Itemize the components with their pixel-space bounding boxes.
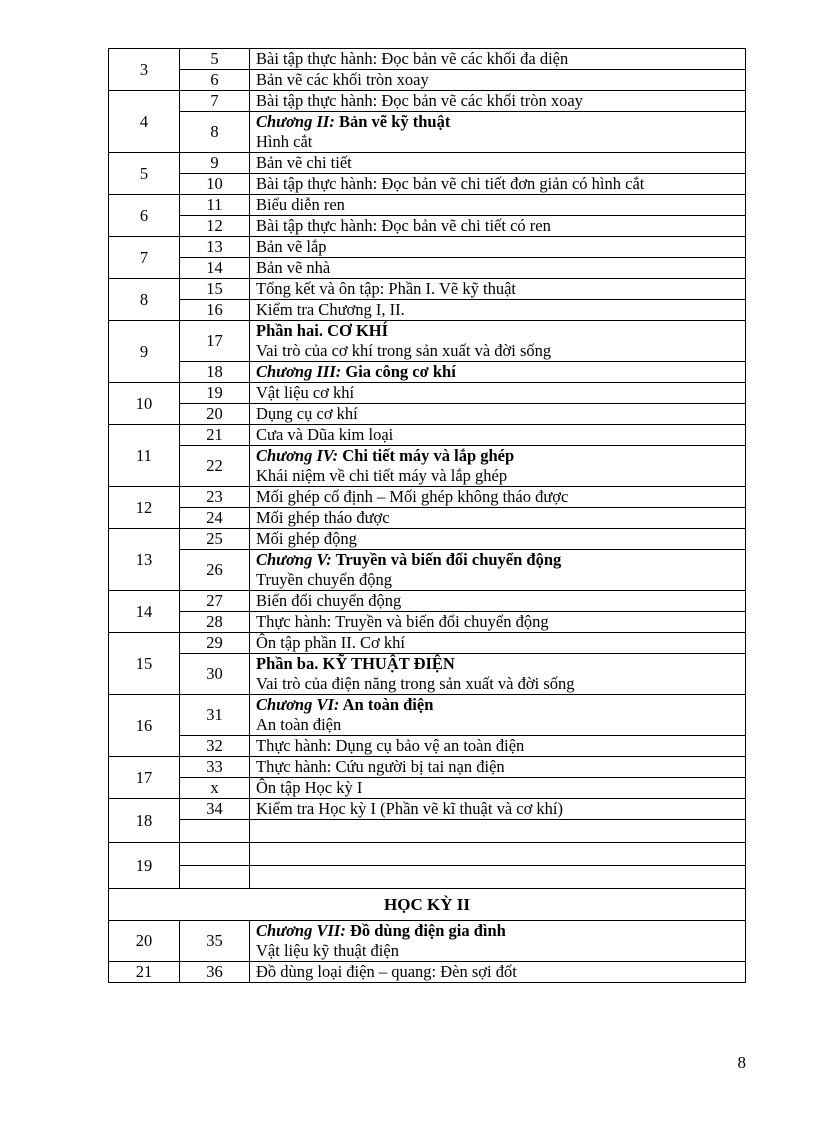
week-number: 6 (109, 195, 180, 237)
table-row (109, 921, 746, 962)
lesson-title: Khái niệm về chi tiết máy và lắp ghép (256, 466, 508, 485)
table-row (109, 612, 746, 633)
lesson-title-line (256, 654, 739, 674)
lesson-title-line (256, 674, 739, 694)
lesson-title: Hình cắt (256, 132, 313, 151)
lesson-number: 34 (180, 799, 250, 820)
lesson-title-line (256, 695, 739, 715)
table-row (109, 112, 746, 153)
section-title: Gia công cơ khí (341, 362, 456, 381)
lesson-title-line (256, 570, 739, 590)
lesson-content (250, 508, 746, 529)
lesson-title-line (256, 70, 739, 90)
chapter-label: Chương III: (256, 362, 342, 381)
lesson-content (250, 425, 746, 446)
lesson-title: Thực hành: Cứu người bị tai nạn điện (256, 757, 505, 776)
lesson-title-line (256, 91, 739, 111)
week-number: 14 (109, 591, 180, 633)
lesson-title-line (256, 279, 739, 299)
week-number: 16 (109, 695, 180, 757)
table-row (109, 70, 746, 91)
lesson-title: Ôn tập Học kỳ I (256, 778, 363, 797)
lesson-number: 31 (180, 695, 250, 736)
semester-1-rows (109, 49, 746, 889)
lesson-content (250, 404, 746, 425)
week-number: 5 (109, 153, 180, 195)
section-title: Phần ba. KỸ THUẬT ĐIỆN (256, 654, 455, 673)
lesson-number: 8 (180, 112, 250, 153)
lesson-content (250, 591, 746, 612)
lesson-title: Bản vẽ các khối tròn xoay (256, 70, 429, 89)
lesson-content (250, 237, 746, 258)
table-row (109, 446, 746, 487)
lesson-title-line (256, 799, 739, 819)
lesson-title-line (256, 736, 739, 756)
lesson-title-line (256, 258, 739, 278)
section-title: Phần hai. CƠ KHÍ (256, 321, 389, 340)
table-row (109, 91, 746, 112)
lesson-title-line (256, 112, 739, 132)
lesson-title-line (256, 174, 739, 194)
lesson-number: 7 (180, 91, 250, 112)
lesson-number: 35 (180, 921, 250, 962)
lesson-title-line (256, 715, 739, 735)
table-row (109, 216, 746, 237)
chapter-label: Chương VII: (256, 921, 346, 940)
semester-2-rows (109, 921, 746, 983)
lesson-title-line (256, 487, 739, 507)
lesson-number: 10 (180, 174, 250, 195)
table-row (109, 591, 746, 612)
lesson-title-line (256, 300, 739, 320)
lesson-content (250, 383, 746, 404)
lesson-title: Bài tập thực hành: Đọc bản vẽ các khối tròn xoay (256, 91, 583, 110)
lesson-content (250, 362, 746, 383)
chapter-label: Chương VI: (256, 695, 340, 714)
table-row (109, 300, 746, 321)
lesson-number: 11 (180, 195, 250, 216)
lesson-number: 20 (180, 404, 250, 425)
week-number: 4 (109, 91, 180, 153)
lesson-title: Tổng kết và ôn tập: Phần I. Vẽ kỹ thuật (256, 279, 516, 298)
week-number: 9 (109, 321, 180, 383)
lesson-content (250, 654, 746, 695)
chapter-label: Chương II: (256, 112, 335, 131)
lesson-number: 29 (180, 633, 250, 654)
lesson-title-line (256, 446, 739, 466)
lesson-number: 36 (180, 962, 250, 983)
week-number: 20 (109, 921, 180, 962)
table-row (109, 425, 746, 446)
lesson-title: Đồ dùng loại điện – quang: Đèn sợi đốt (256, 962, 517, 981)
semester-heading-section (109, 889, 746, 921)
lesson-number: 17 (180, 321, 250, 362)
lesson-number: 18 (180, 362, 250, 383)
lesson-number: 19 (180, 383, 250, 404)
lesson-content (250, 321, 746, 362)
lesson-content (250, 258, 746, 279)
lesson-number: 27 (180, 591, 250, 612)
table-row (109, 843, 746, 866)
table-row (109, 633, 746, 654)
lesson-title: Kiểm tra Chương I, II. (256, 300, 405, 319)
lesson-content (250, 279, 746, 300)
lesson-title-line (256, 529, 739, 549)
lesson-title: Bài tập thực hành: Đọc bản vẽ các khối đa diện (256, 49, 569, 68)
table-row (109, 529, 746, 550)
lesson-title: Vai trò của điện năng trong sản xuất và đời sống (256, 674, 575, 693)
lesson-content (250, 736, 746, 757)
lesson-title: Bài tập thực hành: Đọc bản vẽ chi tiết đơn giản có hình cắt (256, 174, 645, 193)
table-row (109, 778, 746, 799)
curriculum-table (108, 48, 746, 983)
lesson-title: Dụng cụ cơ khí (256, 404, 358, 423)
lesson-content (250, 866, 746, 889)
lesson-title: Bản vẽ chi tiết (256, 153, 352, 172)
lesson-title-line (256, 778, 739, 798)
lesson-number (180, 843, 250, 866)
week-number: 21 (109, 962, 180, 983)
page-number: 8 (737, 1053, 746, 1072)
table-row (109, 49, 746, 70)
week-number: 13 (109, 529, 180, 591)
lesson-number (180, 820, 250, 843)
week-number: 7 (109, 237, 180, 279)
lesson-number: 9 (180, 153, 250, 174)
lesson-content (250, 962, 746, 983)
table-row (109, 487, 746, 508)
lesson-content (250, 70, 746, 91)
lesson-title-line (256, 962, 739, 982)
lesson-number: 5 (180, 49, 250, 70)
lesson-number: 13 (180, 237, 250, 258)
week-number: 18 (109, 799, 180, 843)
lesson-title-line (256, 508, 739, 528)
lesson-title: Biểu diễn ren (256, 195, 345, 214)
lesson-title: Bản vẽ nhà (256, 258, 331, 277)
week-number: 19 (109, 843, 180, 889)
section-title: Đồ dùng điện gia đình (345, 921, 506, 940)
lesson-number: 33 (180, 757, 250, 778)
lesson-title: Mối ghép tháo được (256, 508, 390, 527)
lesson-number: 32 (180, 736, 250, 757)
table-row (109, 757, 746, 778)
lesson-title-line (256, 153, 739, 173)
table-row (109, 321, 746, 362)
lesson-number: 21 (180, 425, 250, 446)
lesson-title-line (256, 383, 739, 403)
lesson-number: 28 (180, 612, 250, 633)
lesson-content (250, 153, 746, 174)
chapter-label: Chương V: (256, 550, 332, 569)
table-row (109, 237, 746, 258)
lesson-number: 22 (180, 446, 250, 487)
table-row (109, 404, 746, 425)
lesson-number (180, 866, 250, 889)
lesson-number: 6 (180, 70, 250, 91)
section-title: Chi tiết máy và lắp ghép (338, 446, 515, 465)
table-row (109, 820, 746, 843)
section-title: Truyền và biến đổi chuyển động (331, 550, 562, 569)
lesson-number: 25 (180, 529, 250, 550)
lesson-title: Vật liệu kỹ thuật điện (256, 941, 399, 960)
table-row (109, 799, 746, 820)
lesson-title: Mối ghép động (256, 529, 357, 548)
lesson-number: 30 (180, 654, 250, 695)
lesson-content (250, 778, 746, 799)
lesson-title: Biến đổi chuyển động (256, 591, 402, 610)
lesson-number: 14 (180, 258, 250, 279)
lesson-number: 23 (180, 487, 250, 508)
table-row (109, 866, 746, 889)
lesson-title: Cưa và Dũa kim loại (256, 425, 394, 444)
lesson-title: Truyền chuyển động (256, 570, 392, 589)
table-row (109, 550, 746, 591)
lesson-title-line (256, 237, 739, 257)
table-row (109, 279, 746, 300)
lesson-number: 26 (180, 550, 250, 591)
lesson-number: 12 (180, 216, 250, 237)
lesson-title-line (256, 404, 739, 424)
lesson-content (250, 216, 746, 237)
lesson-title-line (256, 633, 739, 653)
table-row (109, 695, 746, 736)
lesson-content (250, 446, 746, 487)
lesson-title-line (256, 466, 739, 486)
table-row (109, 258, 746, 279)
section-title: An toàn điện (339, 695, 434, 714)
lesson-number: 15 (180, 279, 250, 300)
lesson-content (250, 757, 746, 778)
table-row (109, 962, 746, 983)
lesson-content (250, 843, 746, 866)
lesson-title-line (256, 591, 739, 611)
lesson-content (250, 195, 746, 216)
lesson-title: Mối ghép cố định – Mối ghép không tháo được (256, 487, 569, 506)
table-row (109, 195, 746, 216)
week-number: 8 (109, 279, 180, 321)
table-row (109, 362, 746, 383)
lesson-title-line (256, 195, 739, 215)
lesson-title-line (256, 49, 739, 69)
lesson-title-line (256, 362, 739, 382)
lesson-content (250, 529, 746, 550)
lesson-content (250, 612, 746, 633)
lesson-content (250, 49, 746, 70)
lesson-number: 24 (180, 508, 250, 529)
table-row (109, 383, 746, 404)
lesson-content (250, 174, 746, 195)
lesson-number: x (180, 778, 250, 799)
lesson-title: Ôn tập phần II. Cơ khí (256, 633, 405, 652)
lesson-title: Thực hành: Truyền và biến đổi chuyển động (256, 612, 549, 631)
lesson-title-line (256, 341, 739, 361)
semester-heading-row (109, 889, 746, 921)
lesson-title-line (256, 612, 739, 632)
lesson-title: Kiểm tra Học kỳ I (Phần vẽ kĩ thuật và cơ khí) (256, 799, 564, 818)
lesson-content (250, 91, 746, 112)
table-row (109, 508, 746, 529)
lesson-title-line (256, 321, 739, 341)
lesson-title: An toàn điện (256, 715, 342, 734)
lesson-title: Vai trò của cơ khí trong sản xuất và đời sống (256, 341, 552, 360)
semester-heading: HỌC KỲ II (109, 889, 746, 921)
lesson-content (250, 799, 746, 820)
week-number: 10 (109, 383, 180, 425)
lesson-content (250, 112, 746, 153)
week-number: 15 (109, 633, 180, 695)
lesson-number: 16 (180, 300, 250, 321)
lesson-title: Thực hành: Dụng cụ bảo vệ an toàn điện (256, 736, 525, 755)
lesson-title-line (256, 921, 739, 941)
section-title: Bản vẽ kỹ thuật (334, 112, 451, 131)
lesson-content (250, 487, 746, 508)
lesson-title-line (256, 757, 739, 777)
lesson-content (250, 633, 746, 654)
lesson-title: Bản vẽ lắp (256, 237, 327, 256)
lesson-title-line (256, 425, 739, 445)
table-row (109, 153, 746, 174)
lesson-title: Bài tập thực hành: Đọc bản vẽ chi tiết có ren (256, 216, 551, 235)
lesson-title-line (256, 132, 739, 152)
chapter-label: Chương IV: (256, 446, 339, 465)
week-number: 3 (109, 49, 180, 91)
lesson-title-line (256, 216, 739, 236)
lesson-title-line (256, 941, 739, 961)
table-row (109, 736, 746, 757)
table-row (109, 654, 746, 695)
week-number: 17 (109, 757, 180, 799)
lesson-title-line (256, 550, 739, 570)
lesson-title: Vật liệu cơ khí (256, 383, 355, 402)
lesson-content (250, 550, 746, 591)
lesson-content (250, 820, 746, 843)
lesson-content (250, 921, 746, 962)
week-number: 11 (109, 425, 180, 487)
table-row (109, 174, 746, 195)
week-number: 12 (109, 487, 180, 529)
lesson-content (250, 695, 746, 736)
lesson-content (250, 300, 746, 321)
